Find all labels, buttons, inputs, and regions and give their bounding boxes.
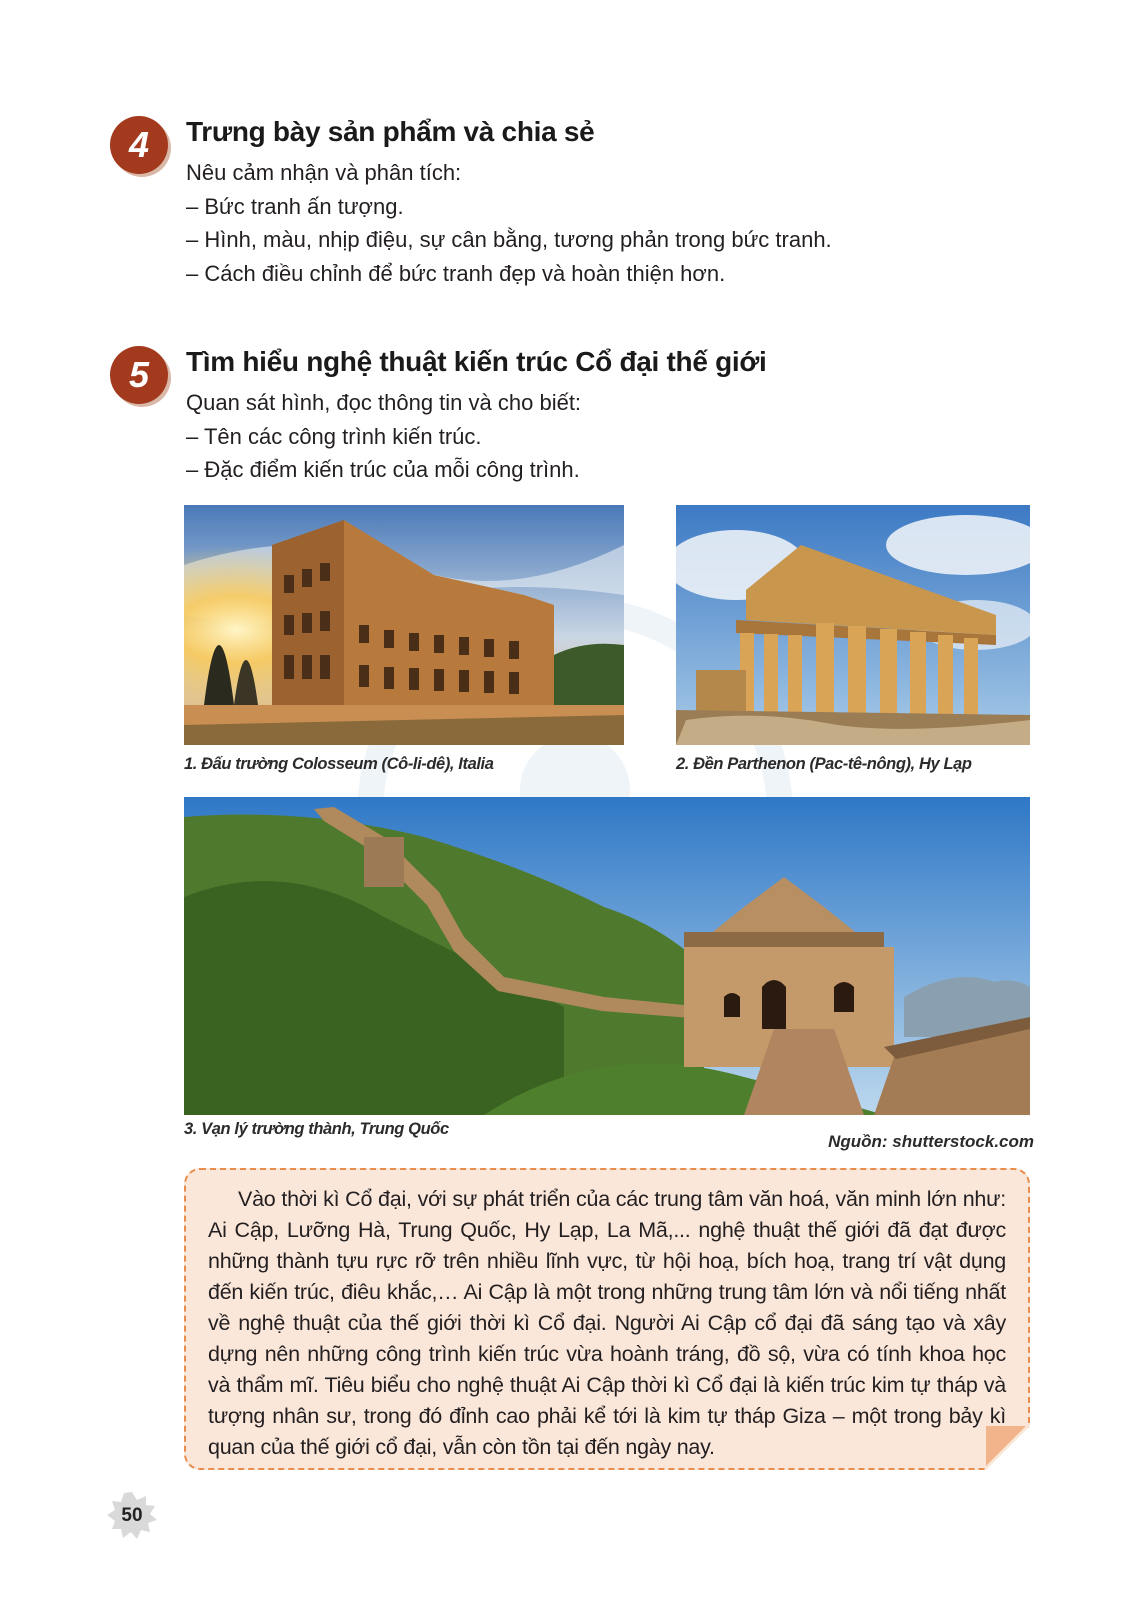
section-4-line: – Cách điều chỉnh để bức tranh đẹp và hoàn thiện hơn. bbox=[186, 260, 726, 286]
section-5-line: Quan sát hình, đọc thông tin và cho biết: bbox=[186, 390, 582, 415]
page-fold-flap bbox=[986, 1426, 1026, 1466]
figure-1-caption: 1. Đấu trường Colosseum (Cô-li-dê), Italia bbox=[184, 755, 494, 773]
section-4 bbox=[110, 116, 1010, 296]
image-source: Nguồn: shutterstock.com bbox=[828, 1132, 1034, 1151]
section-4-line: – Bức tranh ấn tượng. bbox=[186, 193, 404, 219]
page-number-badge bbox=[104, 1488, 160, 1544]
colosseum-photo bbox=[184, 505, 624, 745]
section-4-badge: 4 bbox=[110, 116, 168, 174]
figure-2-caption: 2. Đền Parthenon (Pac-tê-nông), Hy Lạp bbox=[676, 755, 972, 773]
section-5-line: – Đặc điểm kiến trúc của mỗi công trình. bbox=[186, 457, 580, 482]
info-box bbox=[184, 1168, 1030, 1470]
section-5-badge: 5 bbox=[110, 346, 168, 404]
section-5-text bbox=[186, 386, 581, 487]
section-5-title: Tìm hiểu nghệ thuật kiến trúc Cổ đại thế giới bbox=[186, 346, 767, 377]
section-5 bbox=[110, 346, 1010, 496]
section-4-line: – Hình, màu, nhịp điệu, sự cân bằng, tương phản trong bức tranh. bbox=[186, 227, 832, 252]
parthenon-photo bbox=[676, 505, 1030, 745]
info-paragraph: Vào thời kì Cổ đại, với sự phát triển của các trung tâm văn hoá, văn minh lớn như: Ai Cập, Lưỡng Hà, Trung Quốc, Hy Lạp, La Mã,... nghệ thuật thế giới đã đạt được những thành tựu rực rỡ trên nhiều lĩnh vực, từ hội hoạ, bích hoạ, trang trí vật dụng đến kiến trúc, điêu khắc,… Ai Cập là một trong những trung tâm lớn và nổi tiếng nhất về nghệ thuật của thế giới thời kì Cổ đại. Người Ai Cập cổ đại đã sáng tạo và xây dựng nên những công trình kiến trúc vừa hoành tráng, đồ sộ, vừa có tính khoa học và thẩm mĩ. Tiêu biểu cho nghệ thuật Ai Cập thời kì Cổ đại là kiến trúc kim tự tháp và tượng nhân sư, trong đó đỉnh cao phải kể tới là kim tự tháp Giza – một trong bảy kì quan của thế giới cổ đại, vẫn còn tồn tại đến ngày nay. bbox=[208, 1187, 1006, 1459]
section-5-line: – Tên các công trình kiến trúc. bbox=[186, 423, 482, 449]
section-4-title: Trưng bày sản phẩm và chia sẻ bbox=[186, 116, 595, 147]
section-4-text bbox=[186, 156, 832, 290]
great-wall-photo bbox=[184, 797, 1030, 1115]
page-number: 50 bbox=[121, 1505, 143, 1526]
section-4-line: Nêu cảm nhận và phân tích: bbox=[186, 160, 462, 185]
figure-3-caption: 3. Vạn lý trường thành, Trung Quốc bbox=[184, 1120, 449, 1138]
